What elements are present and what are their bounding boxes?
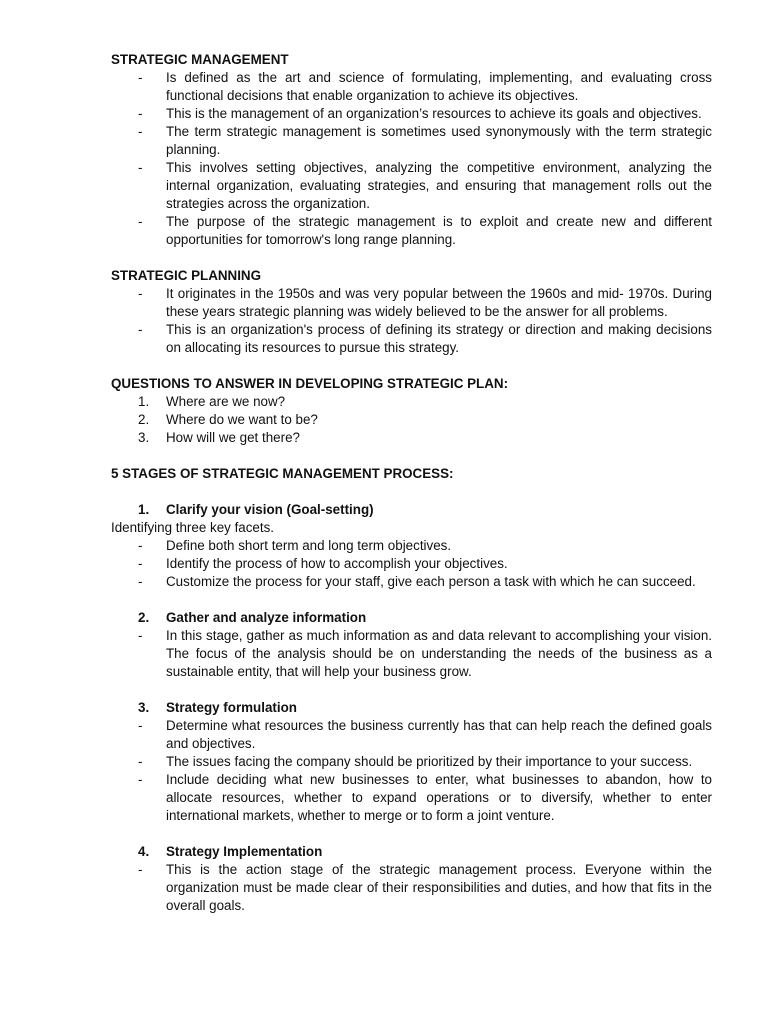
heading-five-stages: 5 STAGES OF STRATEGIC MANAGEMENT PROCESS: <box>111 466 454 481</box>
list-item: - Define both short term and long term objectives. <box>138 538 452 553</box>
bullet-dash: - <box>138 574 143 589</box>
list-item: - This is the action stage of the strategic management process. Everyone within the organization must be made clear of their responsibilities and duties, and how that fits in the overall goals. <box>138 862 712 913</box>
questions-list <box>111 393 712 447</box>
list-item: - This is the management of an organization’s resources to achieve its goals and objectives. <box>138 106 702 121</box>
list-item: 2. Where do we want to be? <box>138 412 318 427</box>
bullet-dash: - <box>138 322 143 337</box>
item-number: 3. <box>138 430 150 445</box>
strategic-planning-bullets <box>111 285 712 357</box>
document-page <box>111 51 712 915</box>
stage-title: 2. Gather and analyze information <box>138 610 367 625</box>
item-number: 2. <box>138 412 150 427</box>
bullet-dash: - <box>138 538 143 553</box>
heading-strategic-management: STRATEGIC MANAGEMENT <box>111 52 289 67</box>
bullet-dash: - <box>138 214 143 229</box>
list-item: - The term strategic management is sometimes used synonymously with the term strategic planning. <box>138 124 712 157</box>
list-item: - Include deciding what new businesses to enter, what businesses to abandon, how to allocate resources, whether to expand operations or to diversify, whether to enter international markets, whether to merge or to form a joint venture. <box>138 772 712 823</box>
stage-number: 1. <box>138 502 150 517</box>
list-item: 3. How will we get there? <box>138 430 300 445</box>
list-item: - This is an organization's process of defining its strategy or direction and making decisions on allocating its resources to pursue this strategy. <box>138 322 712 355</box>
stage-bullets <box>111 717 712 825</box>
stage-title: 4. Strategy Implementation <box>138 844 323 859</box>
bullet-dash: - <box>138 772 143 787</box>
list-item: - It originates in the 1950s and was very popular between the 1960s and mid- 1970s. During these years strategic planning was widely believed to be the answer for all problems. <box>138 286 712 319</box>
item-number: 1. <box>138 394 150 409</box>
stage-bullets <box>111 861 712 915</box>
stage-number: 4. <box>138 844 150 859</box>
stage-title: 1. Clarify your vision (Goal-setting) <box>138 502 374 517</box>
bullet-dash: - <box>138 628 143 643</box>
list-item: - In this stage, gather as much information as and data relevant to accomplishing your vision. The focus of the analysis should be on understanding the needs of the business as a sustainable entity, that will help your business grow. <box>138 628 712 679</box>
stage-bullets <box>111 627 712 681</box>
bullet-dash: - <box>138 286 143 301</box>
bullet-dash: - <box>138 862 143 877</box>
stage-number: 3. <box>138 700 150 715</box>
strategic-management-bullets <box>111 69 712 249</box>
stage-intro: Identifying three key facets. <box>111 520 275 535</box>
list-item: - Customize the process for your staff, give each person a task with which he can succeed. <box>138 574 696 589</box>
bullet-dash: - <box>138 124 143 139</box>
stage-bullets <box>111 537 712 591</box>
bullet-dash: - <box>138 160 143 175</box>
bullet-dash: - <box>138 556 143 571</box>
list-item: - Determine what resources the business currently has that can help reach the defined goals and objectives. <box>138 718 712 751</box>
list-item: - The issues facing the company should be prioritized by their importance to your success. <box>138 754 693 769</box>
stage-number: 2. <box>138 610 150 625</box>
bullet-dash: - <box>138 106 143 121</box>
heading-strategic-planning: STRATEGIC PLANNING <box>111 268 262 283</box>
list-item: - Identify the process of how to accomplish your objectives. <box>138 556 508 571</box>
list-item: 1. Where are we now? <box>138 394 286 409</box>
list-item: - The purpose of the strategic management is to exploit and create new and different opportunities for tomorrow's long range planning. <box>138 214 712 247</box>
bullet-dash: - <box>138 718 143 733</box>
bullet-dash: - <box>138 754 143 769</box>
bullet-dash: - <box>138 70 143 85</box>
list-item: - Is defined as the art and science of formulating, implementing, and evaluating cross functional decisions that enable organization to achieve its objectives. <box>138 70 712 103</box>
list-item: - This involves setting objectives, analyzing the competitive environment, analyzing the internal organization, evaluating strategies, and ensuring that management rolls out the strategies across the organization. <box>138 160 712 211</box>
stage-title: 3. Strategy formulation <box>138 700 297 715</box>
heading-questions: QUESTIONS TO ANSWER IN DEVELOPING STRATEGIC PLAN: <box>111 376 509 391</box>
